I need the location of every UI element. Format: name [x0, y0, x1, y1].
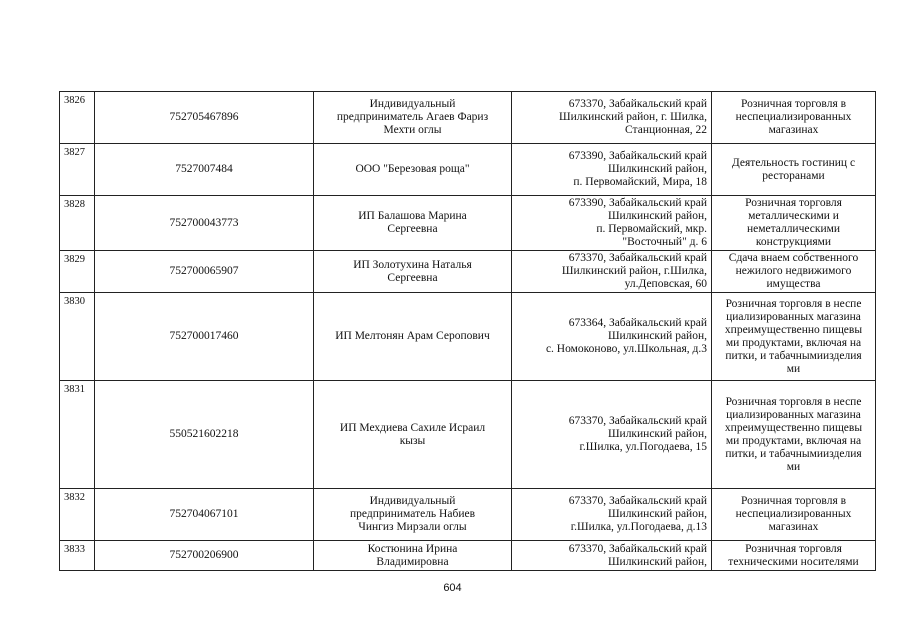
inn-cell: 752700017460 — [95, 293, 314, 381]
entrepreneur-name-cell-line: Мехти оглы — [383, 124, 442, 136]
row-number-cell: 3831 — [60, 381, 95, 489]
inn-cell: 752704067101 — [95, 489, 314, 541]
entrepreneur-name-cell-line: Сергеевна — [387, 223, 438, 235]
activity-cell — [712, 293, 876, 381]
entrepreneur-name-cell-line: ООО "Березовая роща" — [355, 163, 470, 175]
activity-cell-line: ми продуктами, включая на — [725, 336, 862, 349]
activity-cell-line: техническими носителями — [728, 555, 859, 568]
entrepreneur-name-cell — [314, 293, 512, 381]
address-cell — [512, 381, 712, 489]
entrepreneur-name-cell-line: ИП Балашова Марина — [358, 210, 467, 222]
entrepreneur-name-cell-line: ИП Мехдиева Сахиле Исраил — [339, 421, 486, 434]
activity-cell-line: ресторанами — [762, 169, 825, 182]
inn-cell: 752700043773 — [95, 196, 314, 251]
table-row — [60, 196, 876, 251]
activity-cell-line: хпреимущественно пищевы — [724, 421, 863, 434]
address-cell-line: 673370, Забайкальский край — [568, 495, 707, 507]
entrepreneur-name-cell — [314, 144, 512, 196]
address-cell-line: Станционная, 22 — [625, 124, 707, 136]
activity-cell — [712, 381, 876, 489]
address-cell-line: Шилкинский район, — [607, 508, 707, 520]
activity-cell-line: неметаллическими — [746, 223, 841, 235]
address-cell-line: Шилкинский район, — [607, 428, 707, 440]
address-cell — [512, 251, 712, 293]
activity-cell-line: Розничная торговля — [745, 542, 842, 555]
address-cell-line: Шилкинский район, — [607, 210, 707, 222]
activity-cell-line: металлическими и — [748, 210, 839, 222]
activity-cell-line: Розничная торговля в — [740, 98, 847, 110]
activity-cell-line: питки, и табачнымиизделия — [725, 447, 862, 460]
address-cell-line: г.Шилка, ул.Погодаева, 15 — [579, 441, 707, 453]
entrepreneur-name-cell-line: предприниматель Агаев Фариз — [336, 111, 489, 123]
entrepreneur-name-cell-line: Индивидуальный — [369, 98, 456, 110]
activity-cell-line: имущества — [766, 278, 821, 290]
activity-cell-line: конструкциями — [755, 236, 832, 248]
address-cell — [512, 489, 712, 541]
activity-cell-line: циализированных магазина — [726, 310, 861, 323]
activity-cell-line: ми продуктами, включая на — [725, 434, 862, 447]
activity-cell — [712, 196, 876, 251]
address-cell-line: Шилкинский район, г. Шилка, — [559, 111, 707, 123]
address-cell-line: с. Номоконово, ул.Школьная, д.3 — [545, 343, 707, 355]
address-cell-line: 673390, Забайкальский край — [568, 197, 707, 209]
address-cell — [512, 144, 712, 196]
activity-cell-line: неспециализированных — [735, 508, 852, 520]
activity-cell-line: ми — [786, 460, 801, 473]
inn-cell: 752700065907 — [95, 251, 314, 293]
address-cell — [512, 293, 712, 381]
address-cell — [512, 92, 712, 144]
activity-cell-line: нежилого недвижимого — [735, 265, 852, 277]
address-cell-line: Шилкинский район, — [607, 163, 707, 175]
activity-cell — [712, 92, 876, 144]
activity-cell-line: Розничная торговля в неспе — [725, 395, 862, 408]
table-row — [60, 92, 876, 144]
activity-cell-line: Деятельность гостиниц с — [731, 156, 856, 169]
address-cell-line: 673390, Забайкальский край — [568, 150, 707, 162]
address-cell-line: Шилкинский район, — [607, 555, 707, 568]
entrepreneur-name-cell — [314, 92, 512, 144]
registry-table-body — [60, 92, 876, 571]
table-row — [60, 144, 876, 196]
activity-cell-line: Розничная торговля — [745, 197, 842, 209]
registry-table — [59, 91, 876, 571]
row-number-cell: 3827 — [60, 144, 95, 196]
address-cell-line: 673370, Забайкальский край — [568, 252, 707, 264]
activity-cell — [712, 541, 876, 571]
row-number-cell: 3832 — [60, 489, 95, 541]
inn-cell: 7527007484 — [95, 144, 314, 196]
activity-cell-line: циализированных магазина — [726, 408, 861, 421]
address-cell-line: "Восточный" д. 6 — [622, 236, 707, 248]
address-cell-line: Шилкинский район, г.Шилка, — [561, 265, 707, 277]
page-number: 604 — [443, 582, 462, 594]
activity-cell-line: питки, и табачнымиизделия — [725, 349, 862, 362]
activity-cell — [712, 144, 876, 196]
activity-cell-line: магазинах — [768, 521, 819, 533]
entrepreneur-name-cell-line: Сергеевна — [387, 271, 438, 284]
entrepreneur-name-cell-line: кызы — [399, 434, 426, 447]
entrepreneur-name-cell — [314, 489, 512, 541]
activity-cell-line: Розничная торговля в неспе — [725, 297, 862, 310]
entrepreneur-name-cell-line: Чингиз Мирзали оглы — [358, 521, 467, 533]
row-number-cell: 3828 — [60, 196, 95, 251]
entrepreneur-name-cell-line: Индивидуальный — [369, 495, 456, 507]
activity-cell-line: неспециализированных — [735, 111, 852, 123]
entrepreneur-name-cell — [314, 541, 512, 571]
activity-cell — [712, 251, 876, 293]
row-number-cell: 3833 — [60, 541, 95, 571]
row-number-cell: 3829 — [60, 251, 95, 293]
entrepreneur-name-cell — [314, 196, 512, 251]
entrepreneur-name-cell — [314, 381, 512, 489]
table-row — [60, 293, 876, 381]
address-cell-line: г.Шилка, ул.Погодаева, д.13 — [570, 521, 707, 533]
entrepreneur-name-cell-line: ИП Золотухина Наталья — [353, 258, 472, 271]
activity-cell — [712, 489, 876, 541]
inn-cell: 550521602218 — [95, 381, 314, 489]
address-cell-line: Шилкинский район, — [607, 330, 707, 342]
address-cell-line: 673370, Забайкальский край — [568, 98, 707, 110]
entrepreneur-name-cell-line: Владимировна — [376, 555, 449, 568]
entrepreneur-name-cell-line: ИП Мелтонян Арам Серопович — [335, 330, 490, 342]
activity-cell-line: Сдача внаем собственного — [728, 252, 859, 264]
address-cell-line: п. Первомайский, мкр. — [596, 223, 707, 235]
address-cell-line: п. Первомайский, Мира, 18 — [573, 176, 707, 188]
inn-cell: 752700206900 — [95, 541, 314, 571]
address-cell — [512, 196, 712, 251]
row-number-cell: 3826 — [60, 92, 95, 144]
activity-cell-line: хпреимущественно пищевы — [724, 323, 863, 336]
row-number-cell: 3830 — [60, 293, 95, 381]
activity-cell-line: Розничная торговля в — [740, 495, 847, 507]
address-cell-line: 673370, Забайкальский край — [568, 415, 707, 427]
entrepreneur-name-cell-line: предприниматель Набиев — [349, 508, 476, 520]
address-cell-line: ул.Деповская, 60 — [624, 278, 707, 290]
table-row — [60, 489, 876, 541]
table-row — [60, 381, 876, 489]
entrepreneur-name-cell — [314, 251, 512, 293]
address-cell — [512, 541, 712, 571]
address-cell-line: 673370, Забайкальский край — [568, 542, 707, 555]
address-cell-line: 673364, Забайкальский край — [568, 317, 707, 329]
activity-cell-line: ми — [786, 362, 801, 375]
table-row — [60, 541, 876, 571]
activity-cell-line: магазинах — [768, 124, 819, 136]
entrepreneur-name-cell-line: Костюнина Ирина — [367, 542, 458, 555]
inn-cell: 752705467896 — [95, 92, 314, 144]
table-row — [60, 251, 876, 293]
